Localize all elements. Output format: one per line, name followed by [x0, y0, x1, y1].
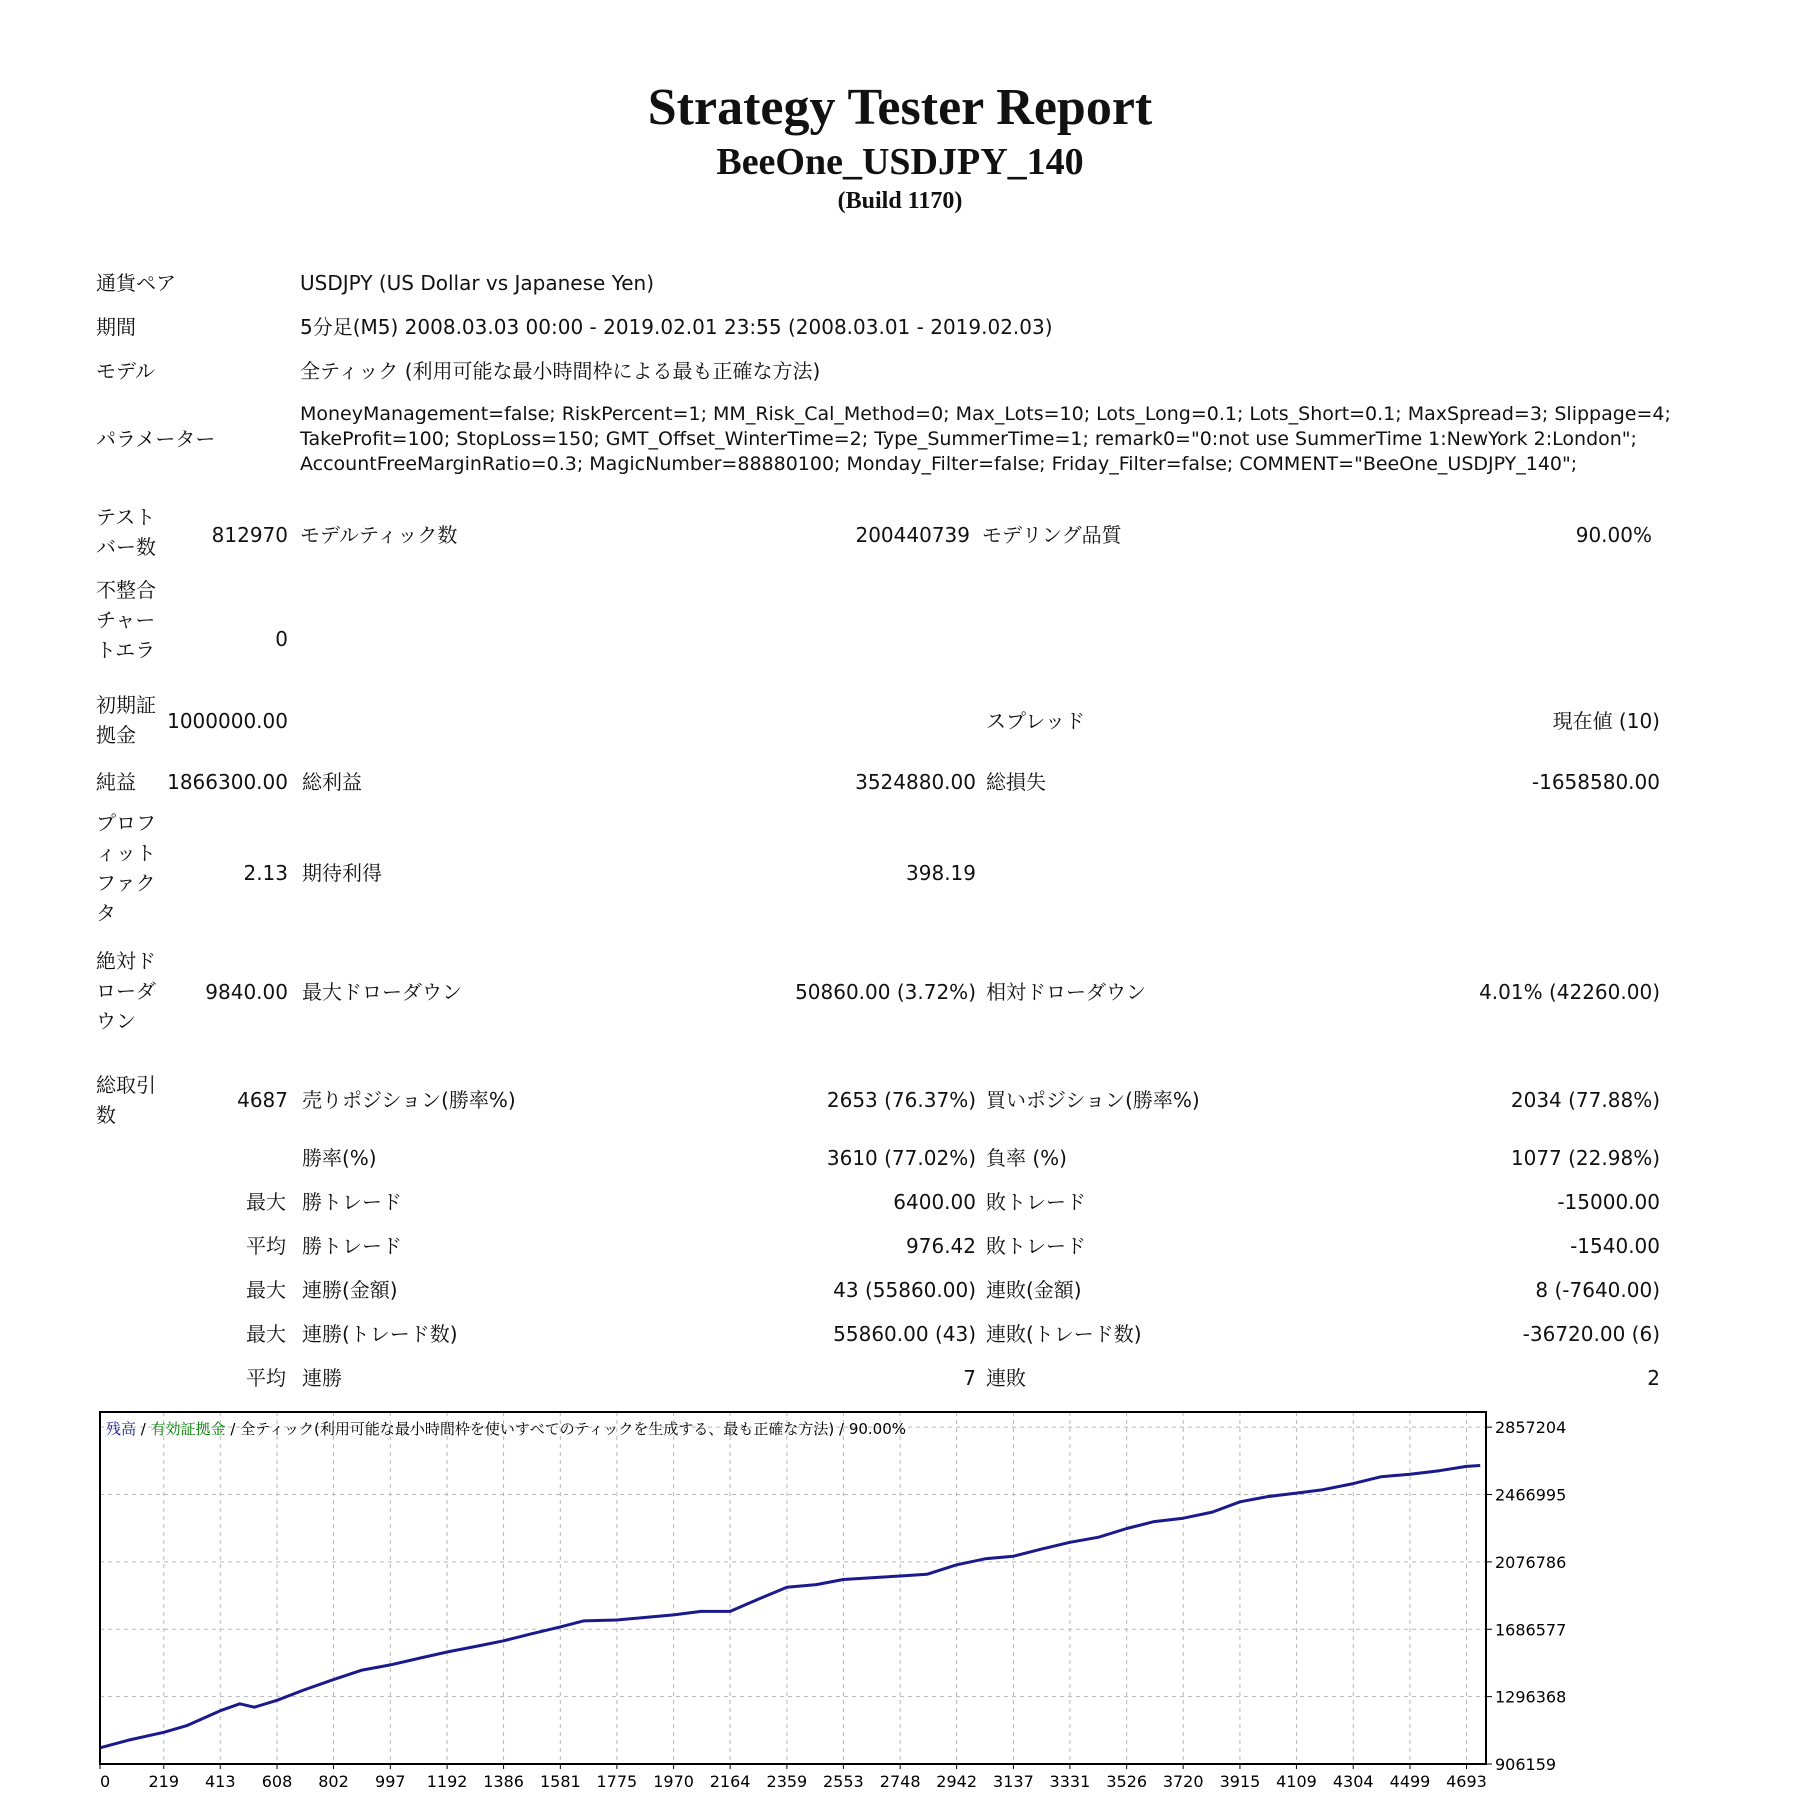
x-tick-label: 2164: [709, 1772, 751, 1791]
model-label: モデル: [96, 359, 155, 383]
total-trades-value: 4687: [237, 1088, 288, 1112]
x-tick-label: 1192: [426, 1772, 468, 1791]
avg-consecutive-losses-label: 連敗: [986, 1366, 1026, 1390]
x-tick-label: 4499: [1389, 1772, 1431, 1791]
bars-value: 812970: [211, 523, 288, 547]
y-tick-label: 1296368: [1495, 1687, 1567, 1707]
net-profit-value: 1866300.00: [167, 770, 288, 794]
expected-payoff-label: 期待利得: [302, 861, 382, 885]
maximum-label: 最大: [246, 1278, 286, 1302]
x-tick-label: 0: [100, 1772, 111, 1791]
net-profit-label: 純益: [96, 770, 136, 794]
balance-series-line: [100, 1466, 1480, 1748]
largest-profit-value: 6400.00: [893, 1190, 976, 1214]
y-tick-label: 2857204: [1495, 1418, 1567, 1438]
balance-chart-svg: [98, 1410, 1598, 1791]
chart-legend: [106, 1420, 906, 1438]
x-tick-label: 4693: [1446, 1772, 1487, 1791]
largest-profit-label: 勝トレード: [302, 1190, 402, 1214]
deposit-value: 1000000.00: [167, 709, 288, 733]
ticks-value: 200440739: [855, 523, 970, 547]
loss-trades-value: 1077 (22.98%): [1510, 1146, 1660, 1170]
x-tick-label: 997: [375, 1772, 406, 1791]
y-tick-label: 1686577: [1495, 1620, 1567, 1640]
absolute-drawdown-label: 絶対ドローダウン: [96, 949, 156, 1033]
mismatch-value: 0: [275, 627, 288, 651]
legend-equity: 有効証拠金: [150, 1420, 226, 1438]
avg-consecutive-label: 平均: [246, 1366, 286, 1390]
period-label: 期間: [96, 315, 136, 339]
gross-profit-value: 3524880.00: [855, 770, 976, 794]
ticks-label: モデルティック数: [300, 523, 458, 547]
x-tick-label: 413: [204, 1772, 236, 1791]
average-profit-value: 976.42: [906, 1234, 976, 1258]
model-value: 全ティック (利用可能な最小時間枠による最も正確な方法): [300, 359, 821, 383]
report-title: Strategy Tester Report: [647, 79, 1153, 136]
mismatch-label: 不整合チャートエラ: [96, 578, 156, 662]
max-consecutive-losses-money-label: 連敗(金額): [986, 1278, 1082, 1302]
long-positions-value: 2034 (77.88%): [1510, 1088, 1660, 1112]
x-tick-label: 1970: [653, 1772, 694, 1791]
x-tick-label: 802: [318, 1772, 349, 1791]
x-tick-label: 219: [148, 1772, 180, 1791]
x-tick-label: 1581: [539, 1772, 581, 1791]
params-value: MoneyManagement=false; RiskPercent=1; MM_Risk_Cal_Method=0; Max_Lots=10; Lots_Long=0.1; Lots_Short=0.1; MaxSpread=3; Slippage=4; TakeProfit=100; StopLoss=150; GMT_Offset_WinterTime=2; Type_SummerTime=1; remark0="0:not use SummerTime 1:NewYork 2:London"; AccountFreeMarginRatio=0.3; MagicNumber=88880100; Monday_Filter=false; Friday_Filter=false; COMMENT="BeeOne_USDJPY_140";: [300, 403, 1671, 475]
maximal-drawdown-value: 50860.00 (3.72%): [795, 980, 976, 1004]
profit-trades-value: 3610 (77.02%): [826, 1146, 976, 1170]
legend-separator: /: [225, 1420, 241, 1438]
max-consecutive-losses-count-value: -36720.00 (6): [1522, 1322, 1660, 1346]
largest-label: 最大: [246, 1190, 286, 1214]
profit-factor-label: プロフィットファクタ: [96, 811, 156, 925]
params-label: パラメーター: [96, 427, 216, 451]
x-tick-label: 3526: [1106, 1772, 1148, 1791]
long-positions-label: 買いポジション(勝率%): [986, 1088, 1200, 1112]
largest-loss-value: -15000.00: [1557, 1190, 1660, 1214]
short-positions-value: 2653 (76.37%): [826, 1088, 976, 1112]
quality-label: モデリング品質: [982, 523, 1122, 547]
spread-label: スプレッド: [986, 709, 1085, 733]
gross-loss-label: 総損失: [986, 770, 1046, 794]
average-loss-value: -1540.00: [1570, 1234, 1660, 1258]
x-tick-label: 3915: [1219, 1772, 1261, 1791]
x-tick-label: 1775: [596, 1772, 638, 1791]
x-tick-label: 3137: [993, 1772, 1034, 1791]
y-tick-label: 2466995: [1495, 1485, 1567, 1505]
x-tick-label: 3331: [1049, 1772, 1091, 1791]
x-tick-label: 4304: [1332, 1772, 1374, 1791]
average-profit-label: 勝トレード: [302, 1234, 402, 1258]
max-consecutive-wins-count-label: 連勝(トレード数): [302, 1322, 458, 1346]
legend-separator: /: [136, 1420, 151, 1438]
y-tick-label: 906159: [1495, 1755, 1557, 1774]
symbol-label: 通貨ペア: [96, 271, 176, 295]
x-tick-label: 4109: [1276, 1772, 1317, 1791]
maximal-label: 最大: [246, 1322, 286, 1346]
spread-value: 現在値 (10): [1552, 709, 1660, 733]
expected-payoff-value: 398.19: [906, 861, 976, 885]
maximal-drawdown-label: 最大ドローダウン: [302, 980, 462, 1004]
max-consecutive-wins-money-value: 43 (55860.00): [833, 1278, 976, 1302]
profit-factor-value: 2.13: [243, 861, 288, 885]
loss-trades-label: 負率 (%): [986, 1146, 1067, 1170]
max-consecutive-losses-money-value: 8 (-7640.00): [1535, 1278, 1660, 1302]
avg-consecutive-wins-label: 連勝: [302, 1366, 342, 1390]
average-label: 平均: [246, 1234, 286, 1258]
bars-label: テストバー数: [96, 505, 156, 559]
x-tick-label: 2942: [936, 1772, 978, 1791]
gross-loss-value: -1658580.00: [1531, 770, 1660, 794]
relative-drawdown-label: 相対ドローダウン: [986, 980, 1146, 1004]
profit-trades-label: 勝率(%): [302, 1146, 377, 1170]
balance-chart: [98, 1410, 1598, 1791]
gross-profit-label: 総利益: [302, 770, 362, 794]
x-tick-label: 2748: [879, 1772, 921, 1791]
legend-model-info: 全ティック(利用可能な最小時間枠を使いすべてのティックを生成する、最も正確な方法) / 90.00%: [240, 1420, 907, 1438]
x-tick-label: 2553: [823, 1772, 864, 1791]
max-consecutive-wins-money-label: 連勝(金額): [302, 1278, 398, 1302]
period-value: 5分足(M5) 2008.03.03 00:00 - 2019.02.01 23:55 (2008.03.01 - 2019.02.03): [300, 315, 1053, 339]
short-positions-label: 売りポジション(勝率%): [302, 1088, 516, 1112]
relative-drawdown-value: 4.01% (42260.00): [1479, 980, 1660, 1004]
avg-consecutive-wins-value: 7: [963, 1366, 976, 1390]
max-consecutive-losses-count-label: 連敗(トレード数): [986, 1322, 1142, 1346]
y-tick-label: 2076786: [1495, 1552, 1567, 1572]
max-consecutive-wins-count-value: 55860.00 (43): [833, 1322, 976, 1346]
quality-value: 90.00%: [1575, 523, 1652, 547]
avg-consecutive-losses-value: 2: [1647, 1366, 1660, 1390]
x-tick-label: 2359: [766, 1772, 808, 1791]
total-trades-label: 総取引数: [96, 1073, 156, 1127]
deposit-label: 初期証拠金: [96, 693, 156, 747]
symbol-value: USDJPY (US Dollar vs Japanese Yen): [300, 271, 655, 295]
legend-balance: 残高: [106, 1420, 137, 1438]
average-loss-label: 敗トレード: [986, 1234, 1086, 1258]
build-number: (Build 1170): [837, 188, 963, 214]
x-tick-label: 608: [261, 1772, 293, 1791]
absolute-drawdown-value: 9840.00: [205, 980, 288, 1004]
x-tick-label: 1386: [483, 1772, 524, 1791]
x-tick-label: 3720: [1162, 1772, 1204, 1791]
report-subtitle: BeeOne_USDJPY_140: [716, 141, 1084, 183]
largest-loss-label: 敗トレード: [986, 1190, 1086, 1214]
